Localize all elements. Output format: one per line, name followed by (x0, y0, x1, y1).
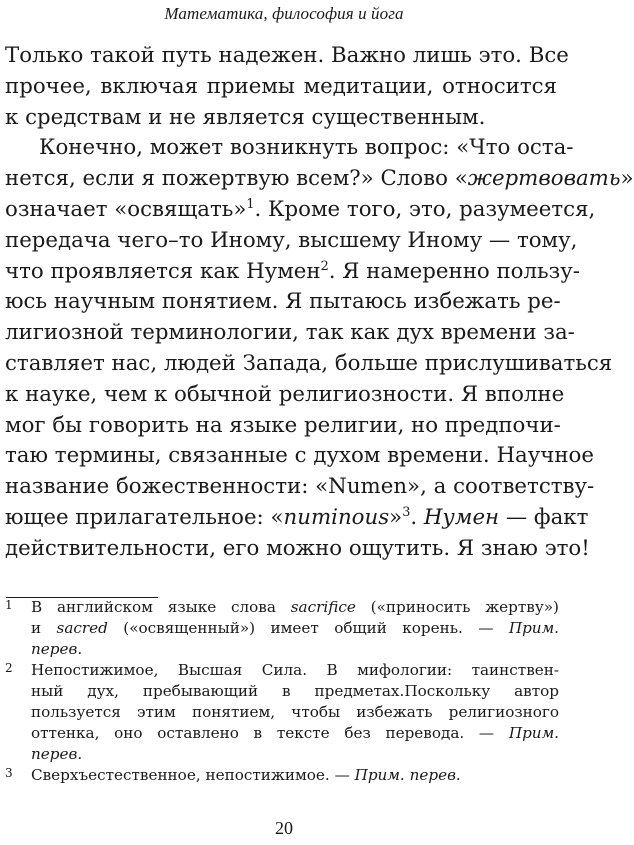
footnote-line: Непостижимое, Высшая Сила. В мифологии: таинствен- (31, 661, 559, 679)
body-line: мог бы говорить на языке религии, но предпочи- (5, 412, 561, 438)
footnote-line: пользуется этим понятием, чтобы избежать религиозного (31, 703, 559, 721)
footnote-line: перев. (31, 640, 83, 658)
body-text (5, 41, 634, 565)
footnote-marker: 1 (5, 598, 13, 612)
body-line: Конечно, может возникнуть вопрос: «Что оста- (39, 135, 574, 161)
body-line: к науке, чем к обычной религиозности. Я вполне (5, 381, 565, 407)
body-line: юсь научным понятием. Я пытаюсь избежать ре- (5, 289, 561, 315)
body-line: передача чего–то Иному, высшему Иному — тому, (5, 227, 578, 253)
footnote-line: ный дух, пребывающий в предметах.Поскольку автор (31, 682, 559, 700)
footnote-line: и sacred («освященный») имеет общий корень. — Прим. (31, 619, 560, 637)
body-line: таю термины, связанные с духом времени. Научное (5, 443, 594, 469)
footnote-ref: 2 (320, 258, 329, 274)
body-line: к средствам и не является существенным. (5, 104, 486, 130)
emphasis: Нумен (423, 504, 500, 530)
body-line: лигиозной терминологии, так как дух времени за- (5, 320, 575, 346)
body-line: действительности, его можно ощутить. Я знаю это! (5, 535, 590, 561)
running-title: Математика, философия и йога (164, 4, 404, 23)
footnote-line: перев. (31, 745, 83, 763)
emphasis: numinous (283, 504, 390, 530)
footnote-ref: 1 (246, 196, 255, 212)
footnote-ref: 3 (402, 504, 411, 520)
footnote-line: оттенка, оно оставлено в тексте без перевода. — Прим. (31, 724, 559, 742)
footnote-marker: 3 (5, 766, 13, 780)
footnote (5, 597, 559, 660)
footnotes (5, 597, 559, 786)
body-line: ющее прилагательное: «numinous»$^3$. Нумен — факт (5, 504, 589, 530)
body-line: означает «освящать»$^1$. Кроме того, это, разумеется, (5, 196, 596, 222)
body-line: название божественности: «Numen», а соответству- (5, 474, 595, 500)
page-number: 20 (275, 818, 293, 838)
body-line: прочее, включая приемы медитации, относится (5, 73, 557, 99)
body-line: Только такой путь надежен. Важно лишь это. Все (5, 43, 569, 68)
emphasis: жертвовать (467, 166, 621, 192)
footnote-line: Сверхъестественное, непостижимое. — Прим. перев. (31, 766, 461, 784)
body-line: что проявляется как Нумен$^2$. Я намеренно пользу- (5, 258, 580, 284)
footnote (5, 765, 559, 786)
body-line: нется, если я пожертвую всем?» Слово «жертвовать» (5, 166, 634, 192)
body-line: ставляет нас, людей Запада, больше прислушиваться (5, 350, 613, 376)
footnote-line: В английском языке слова sacrifice («приносить жертву») (31, 598, 559, 616)
footnote-marker: 2 (5, 661, 13, 675)
footnote (5, 660, 559, 765)
